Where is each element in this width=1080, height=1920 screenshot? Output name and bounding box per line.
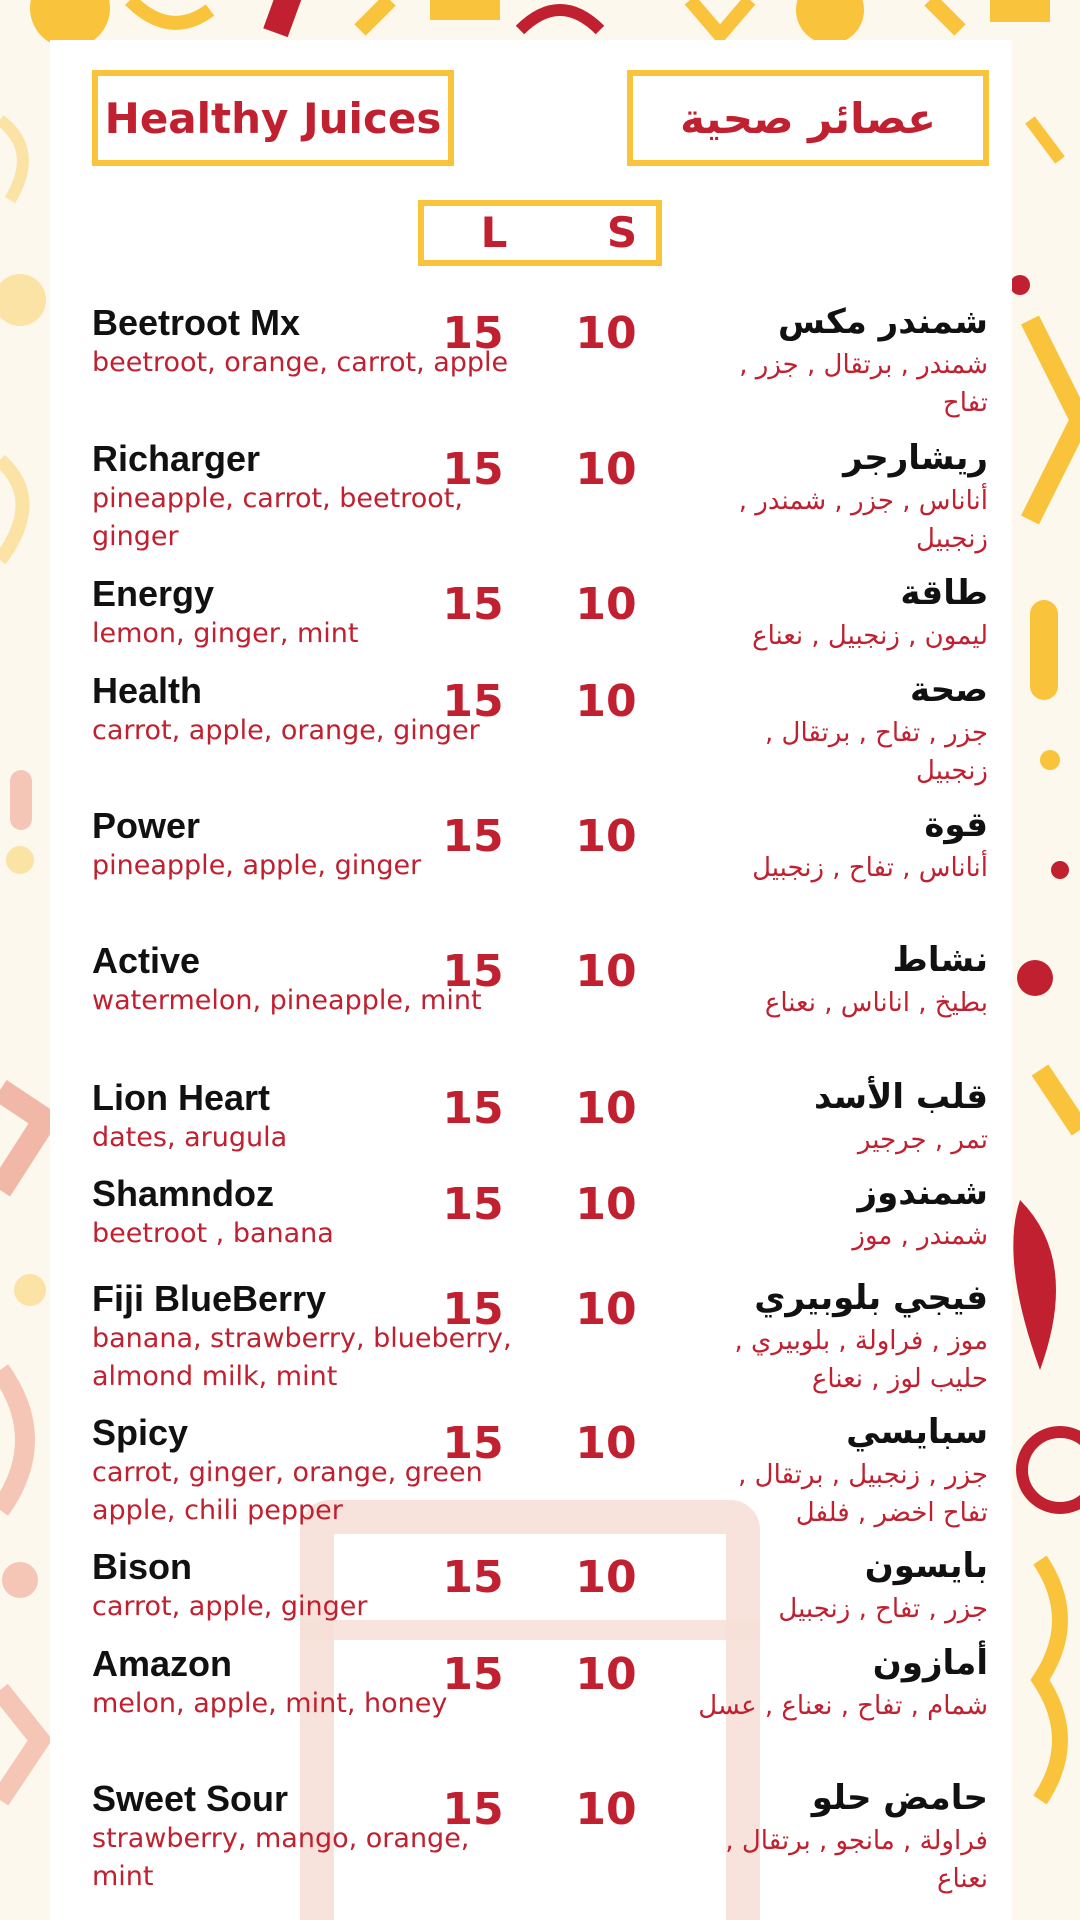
- menu-item-name-english: Active: [92, 940, 201, 981]
- size-header: [418, 200, 662, 266]
- menu-item-price-large: 15: [442, 1784, 504, 1835]
- menu-item-name-arabic: صحة: [910, 670, 988, 710]
- menu-item-ingredients-arabic: أناناس , جزر , شمندر , زنجبيل: [738, 486, 988, 554]
- title-english: Healthy Juices: [92, 70, 454, 166]
- menu-item-ingredients-english: banana, strawberry, blueberry, almond milk, mint: [92, 1323, 512, 1392]
- menu-item-price-small: 10: [575, 1284, 637, 1335]
- menu-item-name-english: Sweet Sour: [92, 1778, 289, 1819]
- menu-item-ingredients-english: strawberry, mango, orange, mint: [92, 1823, 470, 1892]
- menu-item-ingredients-english: beetroot , banana: [92, 1218, 334, 1249]
- menu-item-ingredients-arabic: موز , فراولة , بلوبيري , حليب لوز , نعناع: [734, 1326, 988, 1394]
- menu-item-ingredients-arabic: ليمون , زنجبيل , نعناع: [752, 621, 988, 651]
- menu-item-ingredients-english: dates, arugula: [92, 1122, 288, 1153]
- menu-item-ingredients-arabic: شمندر , موز: [852, 1221, 988, 1251]
- menu-item-price-large: 15: [442, 1284, 504, 1335]
- menu-item-price-large: 15: [442, 946, 504, 997]
- menu-item-ingredients-arabic: جزر , زنجبيل , برتقال , تفاح اخضر , فلفل: [738, 1460, 988, 1528]
- menu-item-name-arabic: فيجي بلوبيري: [754, 1278, 988, 1318]
- menu-item-ingredients-arabic: جزر , تفاح , برتقال , زنجبيل: [765, 718, 988, 786]
- menu-item-name-arabic: بايسون: [864, 1546, 988, 1586]
- menu-item-ingredients-arabic: بطيخ , اناناس , نعناع: [764, 988, 988, 1018]
- menu-item-name-english: Fiji BlueBerry: [92, 1278, 327, 1319]
- size-large-label: L: [480, 208, 508, 257]
- menu-item-ingredients-english: carrot, ginger, orange, green apple, chili pepper: [92, 1457, 483, 1526]
- menu-item-price-small: 10: [575, 308, 637, 359]
- menu-item-ingredients-english: lemon, ginger, mint: [92, 618, 359, 649]
- menu-item-ingredients-english: pineapple, carrot, beetroot, ginger: [92, 483, 463, 552]
- menu-item-ingredients-arabic: شمندر , برتقال , جزر , تفاح: [739, 350, 988, 418]
- menu-item-price-small: 10: [575, 1083, 637, 1134]
- menu-item-name-arabic: طاقة: [900, 573, 988, 613]
- menu-item-name-arabic: أمازون: [872, 1643, 988, 1683]
- menu-item-ingredients-english: pineapple, apple, ginger: [92, 850, 422, 881]
- menu-item-ingredients-arabic: جزر , تفاح , زنجبيل: [778, 1594, 988, 1624]
- menu-item-price-small: 10: [575, 1649, 637, 1700]
- menu-item-name-arabic: شمندر مكس: [777, 302, 988, 342]
- menu-item-ingredients-english: melon, apple, mint, honey: [92, 1688, 448, 1719]
- menu-item-name-arabic: قلب الأسد: [813, 1077, 988, 1117]
- menu-item-name-english: Lion Heart: [92, 1077, 271, 1118]
- menu-item-price-large: 15: [442, 1649, 504, 1700]
- menu-item-price-small: 10: [575, 1418, 637, 1469]
- menu-item-price-small: 10: [575, 676, 637, 727]
- menu-item-ingredients-arabic: شمام , تفاح , نعناع , عسل: [698, 1691, 988, 1721]
- menu-item-name-english: Shamndoz: [92, 1173, 275, 1214]
- menu-item-ingredients-arabic: تمر , جرجير: [857, 1125, 988, 1155]
- menu-item-ingredients-arabic: أناناس , تفاح , زنجبيل: [752, 853, 988, 883]
- menu-item-name-english: Richarger: [92, 438, 261, 479]
- menu-item-price-large: 15: [442, 1418, 504, 1469]
- size-small-label: S: [606, 208, 638, 257]
- menu-item-price-large: 15: [442, 811, 504, 862]
- menu-item-ingredients-arabic: فراولة , مانجو , برتقال , نعناع: [725, 1826, 988, 1894]
- menu-item-name-english: Amazon: [92, 1643, 233, 1684]
- menu-item-price-large: 15: [442, 308, 504, 359]
- menu-item-price-small: 10: [575, 946, 637, 997]
- menu-item-name-arabic: شمندوز: [857, 1173, 988, 1213]
- menu-item-price-small: 10: [575, 1179, 637, 1230]
- menu-item-name-english: Bison: [92, 1546, 193, 1587]
- menu-item-name-arabic: قوة: [924, 805, 988, 845]
- menu-item-ingredients-english: carrot, apple, orange, ginger: [92, 715, 480, 746]
- menu-item-price-small: 10: [575, 1552, 637, 1603]
- menu-item-name-arabic: سبايسي: [846, 1412, 988, 1452]
- menu-item-price-small: 10: [575, 1784, 637, 1835]
- menu-item-name-arabic: نشاط: [892, 940, 988, 980]
- menu-item-price-small: 10: [575, 811, 637, 862]
- menu-item-name-english: Beetroot Mx: [92, 302, 301, 343]
- menu-item-name-english: Spicy: [92, 1412, 189, 1453]
- menu-item-name-arabic: حامض حلو: [811, 1778, 988, 1818]
- menu-item-price-large: 15: [442, 579, 504, 630]
- menu-item-name-english: Health: [92, 670, 203, 711]
- menu-item-price-large: 15: [442, 1179, 504, 1230]
- menu-item-ingredients-english: carrot, apple, ginger: [92, 1591, 368, 1622]
- menu-item-name-english: Energy: [92, 573, 215, 614]
- menu-item-price-small: 10: [575, 579, 637, 630]
- menu-item-price-small: 10: [575, 444, 637, 495]
- menu-item-price-large: 15: [442, 1083, 504, 1134]
- title-arabic: عصائر صحية: [627, 70, 989, 166]
- menu-item-name-arabic: ريشارجر: [843, 438, 988, 478]
- menu-item-name-english: Power: [92, 805, 201, 846]
- menu-item-ingredients-english: watermelon, pineapple, mint: [92, 985, 482, 1016]
- menu-item-price-large: 15: [442, 444, 504, 495]
- menu-item-price-large: 15: [442, 676, 504, 727]
- menu-item-price-large: 15: [442, 1552, 504, 1603]
- menu-item-ingredients-english: beetroot, orange, carrot, apple: [92, 347, 509, 378]
